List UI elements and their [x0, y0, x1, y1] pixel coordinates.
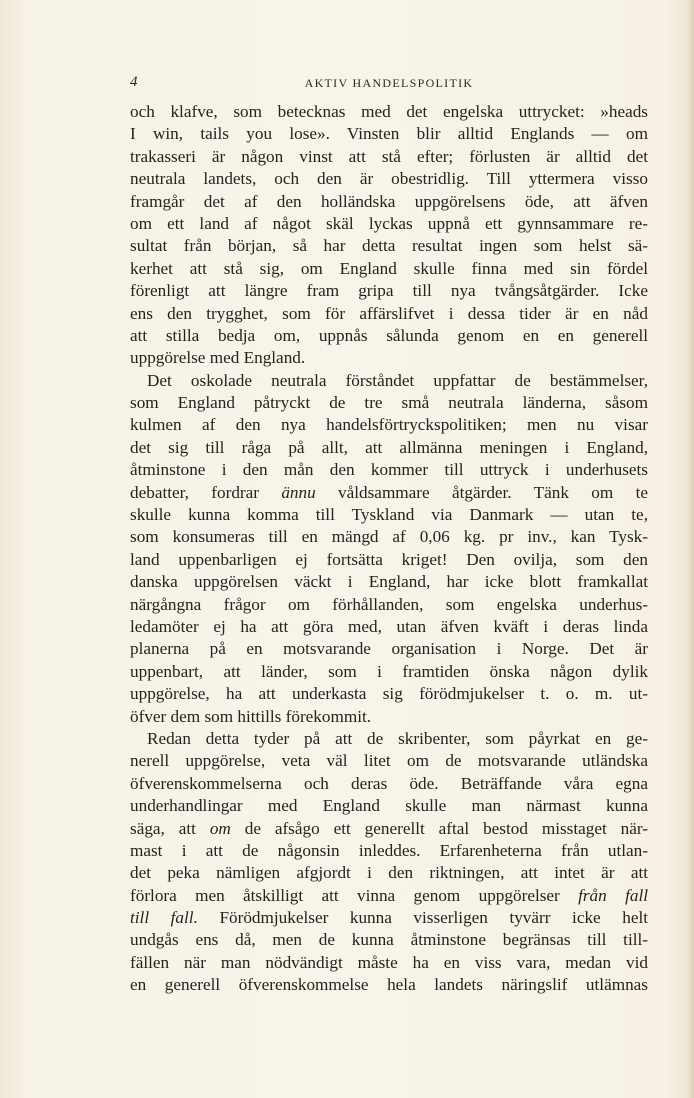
- text-line: underhandlingar med England skulle man närmast kunna: [130, 796, 648, 816]
- text-line: det sig till råga på allt, att allmänna meningen i England,: [130, 437, 648, 457]
- text-line: mast i att de någonsin inleddes. Erfarenheterna från utlan-: [130, 840, 648, 860]
- text-line: planerna på en motsvarande organisation i Norge. Det är: [130, 639, 648, 659]
- text-line: närgångna frågor om förhållanden, som engelska underhus-: [130, 594, 648, 614]
- text-line: det peka nämligen afgjordt i den riktningen, att intet är att: [130, 863, 648, 883]
- body-text: [130, 101, 648, 997]
- text-line: uppgörelse, ha att underkasta sig förödmjukelser t. o. m. ut-: [130, 684, 648, 704]
- text-line: säga, att om de afsågo ett generellt aftal bestod misstaget när-: [130, 818, 648, 838]
- text-line: danska uppgörelsen väckt i England, har icke blott framkallat: [130, 572, 648, 592]
- text-line: en generell öfverenskommelse hela landets näringslif utlämnas: [130, 975, 648, 995]
- text-line: om ett land af något skäl lyckas uppnå ett gynnsammare re-: [130, 213, 648, 233]
- text-line: ledamöter ej ha att göra med, utan äfven kväft i deras linda: [130, 616, 648, 636]
- text-line: skulle kunna komma till Tyskland via Danmark — utan te,: [130, 505, 648, 525]
- text-line: Det oskolade neutrala förståndet uppfattar de bestämmelser,: [147, 370, 648, 390]
- text-line: neutrala landets, och den är obestridlig. Till yttermera visso: [130, 169, 648, 189]
- text-line: fällen när man nödvändigt måste ha en viss vara, medan vid: [130, 952, 648, 972]
- text-line: öfverenskommelserna och deras öde. Beträffande våra egna: [130, 773, 648, 793]
- text-line: att stilla bedja om, uppnås sålunda genom en en generell: [130, 325, 648, 345]
- text-line: Redan detta tyder på att de skribenter, som påyrkat en ge-: [147, 728, 648, 748]
- text-line: till fall. Förödmjukelser kunna visserligen tyvärr icke helt: [130, 908, 648, 928]
- text-line: åtminstone i den mån den kommer till uttryck i underhusets: [130, 460, 648, 480]
- text-line: uppgörelse med England.: [130, 348, 306, 368]
- text-line: sultat från början, så har detta resultat ingen som helst sä-: [130, 236, 648, 256]
- text-line: land uppenbarligen ej fortsätta kriget! Den ovilja, som den: [130, 549, 648, 569]
- text-line: ens den trygghet, som för affärslifvet i dessa tider är en nåd: [130, 303, 648, 323]
- text-line: kerhet att stå sig, om England skulle finna med sin fördel: [130, 258, 648, 278]
- italic-emphasis: om: [209, 818, 231, 838]
- text-line: och klafve, som betecknas med det engelska uttrycket: »heads: [130, 102, 648, 121]
- text-line: I win, tails you lose». Vinsten blir alltid Englands — om: [130, 124, 648, 144]
- text-line: nerell uppgörelse, veta väl litet om de motsvarande utländska: [130, 751, 648, 771]
- text-line: kulmen af den nya handelsförtryckspolitiken; men nu visar: [130, 415, 648, 435]
- italic-emphasis: från fall: [578, 885, 648, 905]
- text-line: som England påtryckt de tre små neutrala länderna, såsom: [130, 393, 648, 413]
- italic-emphasis: ännu: [281, 482, 316, 502]
- page-header: [130, 74, 648, 96]
- text-line: öfver dem som hittills förekommit.: [130, 706, 372, 726]
- italic-emphasis: till fall.: [130, 908, 198, 928]
- text-line: förenligt att längre fram gripa till nya tvångsåtgärder. Icke: [130, 281, 648, 301]
- text-line: förlora men åtskilligt att vinna genom uppgörelser från fall: [130, 885, 648, 905]
- text-line: trakasseri är någon vinst att stå efter; förlusten är alltid det: [130, 146, 648, 166]
- page-edge-shadow: [688, 0, 694, 1098]
- running-title: AKTIV HANDELSPOLITIK: [304, 76, 474, 90]
- page-number: 4: [130, 74, 138, 90]
- text-line: uppenbart, att länder, som i framtiden önska någon dylik: [130, 661, 648, 681]
- text-line: som konsumeras till en mängd af 0,06 kg. pr inv., kan Tysk-: [130, 527, 648, 547]
- text-line: framgår det af den holländska uppgörelsens öde, att äfven: [130, 191, 648, 211]
- text-line: undgås ens då, men de kunna åtminstone begränsas till till-: [130, 930, 648, 950]
- text-line: debatter, fordrar ännu våldsammare åtgärder. Tänk om te: [130, 482, 648, 502]
